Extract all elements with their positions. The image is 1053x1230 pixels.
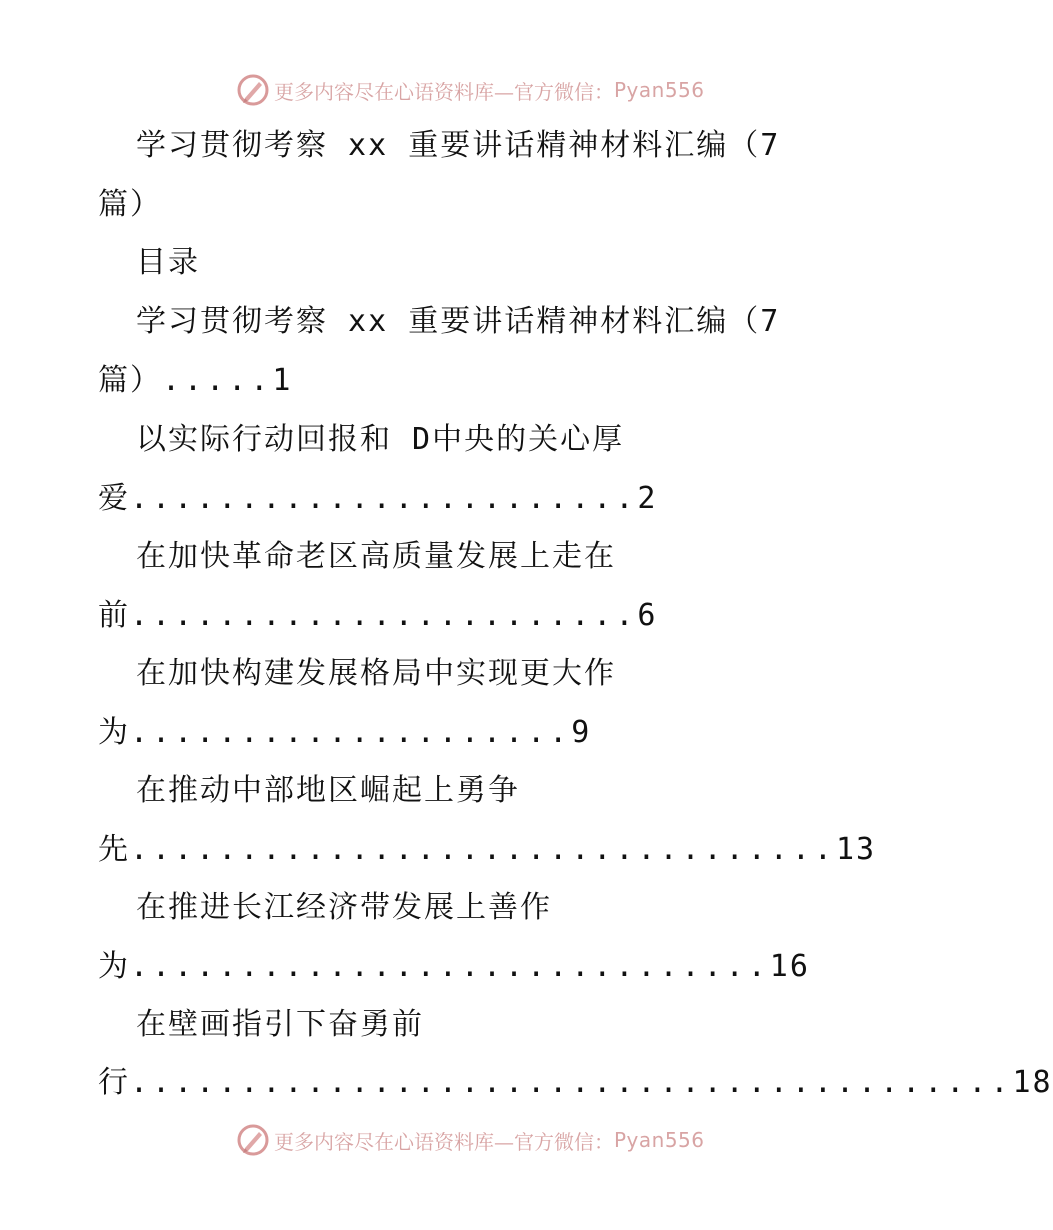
toc-entry-leader[interactable] — [98, 479, 657, 519]
toc-page-number: 2 — [637, 481, 658, 516]
pen-logo-icon — [236, 1123, 270, 1157]
toc-entry-leader[interactable] — [98, 1063, 1053, 1103]
toc-dots: ....................... — [130, 481, 638, 516]
toc-entry-title[interactable]: 在壁画指引下奋勇前 — [136, 1007, 424, 1042]
toc-entry-title[interactable]: 学习贯彻考察 xx 重要讲话精神材料汇编（7 — [136, 304, 781, 339]
toc-entry-leader[interactable] — [98, 713, 591, 753]
toc-entry-title[interactable]: 在推动中部地区崛起上勇争 — [136, 773, 520, 808]
toc-entry-tail: 行 — [98, 1065, 130, 1100]
toc-dots: ............................. — [130, 949, 770, 984]
toc-dots: ................................ — [130, 832, 836, 867]
watermark-text: 更多内容尽在心语资料库—官方微信： — [274, 1129, 614, 1154]
toc-entry-leader[interactable] — [98, 596, 657, 636]
toc-entry-title[interactable]: 在推进长江经济带发展上善作 — [136, 890, 552, 925]
toc-page-number: 16 — [769, 949, 810, 984]
toc-dots: ..... — [162, 363, 273, 398]
header-watermark — [236, 73, 756, 107]
toc-entry-tail: 前 — [98, 598, 130, 633]
toc-page-number: 18 — [1012, 1065, 1053, 1100]
toc-entry-leader[interactable] — [98, 361, 292, 401]
pen-logo-icon — [236, 73, 270, 107]
toc-dots: ....................... — [130, 598, 638, 633]
toc-dots: .................... — [130, 715, 572, 750]
document-title-line1: 学习贯彻考察 xx 重要讲话精神材料汇编（7 — [136, 128, 781, 163]
toc-page-number: 9 — [571, 715, 592, 750]
toc-dots: ........................................ — [130, 1065, 1013, 1100]
toc-page-number: 1 — [272, 363, 293, 398]
toc-entry-tail: 爱 — [98, 481, 130, 516]
toc-page-number: 13 — [835, 832, 877, 867]
toc-entry-leader[interactable] — [98, 830, 876, 870]
toc-entry-tail: 为 — [98, 715, 130, 750]
toc-entry-leader[interactable] — [98, 947, 810, 987]
toc-heading: 目录 — [136, 245, 200, 280]
toc-entry-tail: 为 — [98, 949, 130, 984]
toc-page-number: 6 — [637, 598, 658, 633]
document-title-line2: 篇） — [98, 187, 162, 222]
watermark-wechat-id: Pyan556 — [614, 78, 705, 102]
toc-entry-title[interactable]: 在加快革命老区高质量发展上走在 — [136, 539, 616, 574]
toc-entry-tail: 先 — [98, 832, 130, 867]
toc-entry-tail: 篇） — [98, 363, 162, 398]
footer-watermark — [236, 1123, 756, 1157]
watermark-wechat-id: Pyan556 — [614, 1128, 705, 1152]
toc-entry-title[interactable]: 在加快构建发展格局中实现更大作 — [136, 656, 616, 691]
watermark-text: 更多内容尽在心语资料库—官方微信： — [274, 79, 614, 104]
toc-entry-title[interactable]: 以实际行动回报和 D中央的关心厚 — [136, 422, 625, 457]
